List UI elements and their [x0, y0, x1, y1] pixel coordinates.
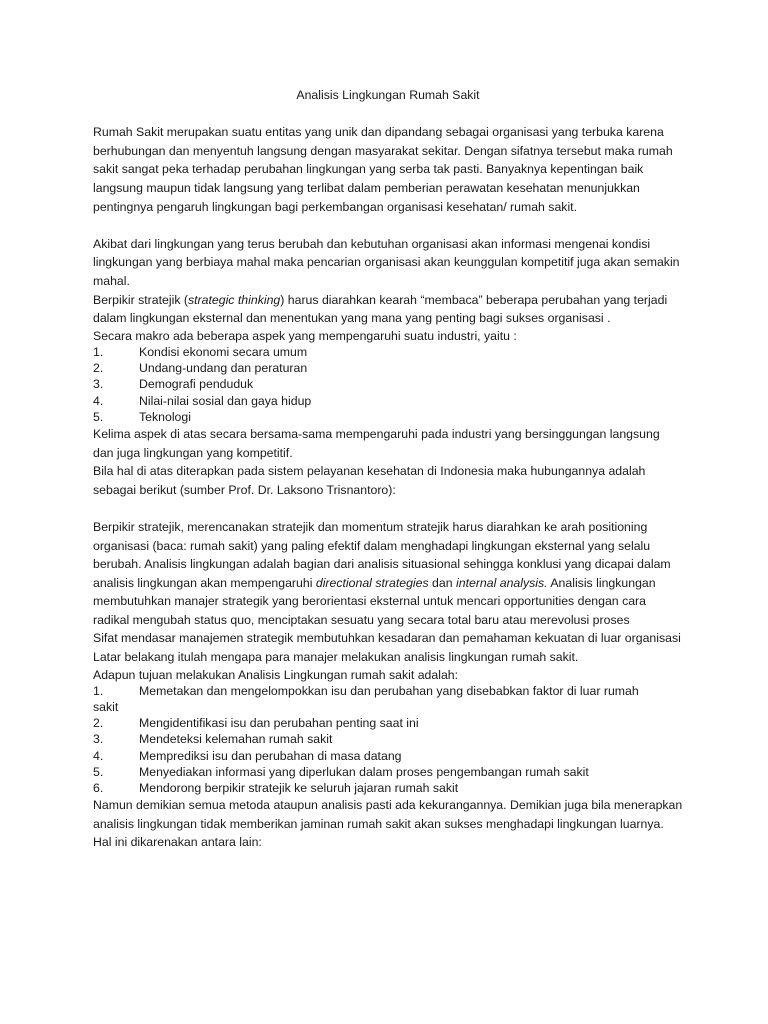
paragraph-5: Kelima aspek di atas secara bersama-sama mempengaruhi pada industri yang bersinggungan langsung dan juga lingkungan yang kompetitif. [93, 426, 660, 460]
list-item: 5. Teknologi [93, 409, 191, 424]
macro-aspects-list [93, 344, 683, 425]
paragraph-6: Bila hal di atas diterapkan pada sistem pelayanan kesehatan di Indonesia maka hubungannya adalah sebagai berikut (sumber Prof. Dr. Laksono Trisnantoro): [93, 464, 646, 497]
paragraph-2: Akibat dari lingkungan yang terus berubah dan kebutuhan organisasi akan informasi mengenai kondisi lingkungan yang berbiaya mahal maka pencarian organisasi akan keunggulan kompetitif juga akan semakin mahal. [93, 236, 680, 288]
paragraph-3 [93, 291, 683, 328]
paragraph-1: Rumah Sakit merupakan suatu entitas yang unik dan dipandang sebagai organisasi yang terbuka karena berhubungan dan menyentuh langsung dengan masyarakat sekitar. Dengan sifatnya tersebut maka rumah sakit sangat peka terhadap perubahan lingkungan yang serba tak pasti. Banyaknya kepentingan baik langsung maupun tidak langsung yang terlibat dalam pemberian perawatan kesehatan menunjukkan pentingnya pengaruh lingkungan bagi perkembangan organisasi kesehatan/ rumah sakit. [93, 125, 673, 214]
list-item: 2. Undang-undang dan peraturan [93, 361, 308, 376]
paragraph-9: Latar belakang itulah mengapa para manajer melakukan analisis lingkungan rumah sakit. [93, 650, 579, 665]
paragraph-3-start: Berpikir stratejik ( [93, 292, 188, 307]
list-item: 6. Mendorong berpikir stratejik ke seluruh jajaran rumah sakit [93, 781, 459, 796]
document-body [93, 86, 683, 852]
analysis-goals-list [93, 683, 683, 796]
list-item-wrap: sakit [93, 700, 119, 715]
blank-line [93, 499, 683, 518]
list-item: 1. Kondisi ekonomi secara umum [93, 344, 308, 359]
list-item: 2. Mengidentifikasi isu dan perubahan penting saat ini [93, 716, 419, 731]
paragraph-10: Adapun tujuan melakukan Analisis Lingkungan rumah sakit adalah: [93, 667, 459, 682]
list-item: 4. Memprediksi isu dan perubahan di masa datang [93, 748, 402, 763]
blank-line [93, 216, 683, 235]
paragraph-4: Secara makro ada beberapa aspek yang mempengaruhi suatu industri, yaitu : [93, 328, 517, 343]
list-item: 4. Nilai-nilai sosial dan gaya hidup [93, 393, 312, 408]
document-title: Analisis Lingkungan Rumah Sakit [296, 88, 480, 102]
paragraph-3-italic: strategic thinking [187, 292, 281, 307]
list-item: 1. Memetakan dan mengelompokkan isu dan perubahan yang disebabkan faktor di luar rumah [93, 683, 639, 698]
paragraph-7: Berpikir stratejik, merencanakan stratejik dan momentum stratejik harus diarahkan ke arah positioning organisasi (baca: rumah sakit) yang paling efektif dalam menghadapi lingkungan eksternal yang selalu berubah. Analisis lingkungan adalah bagian dari analisis situasional sehingga konklusi yang dicapai dalam analisis lingkungan akan mempengaruhi directional strategies dan internal analysis. Analisis lingkungan membutuhkan manajer strategik yang berorientasi eksternal untuk mencari opportunities dengan cara radikal mengubah status quo, menciptakan sesuatu yang secara total baru atau merevolusi proses [93, 519, 671, 627]
paragraph-3-end: ) harus diarahkan kearah “membaca” beberapa perubahan yang terjadi dalam lingkungan eksternal dan menentukan yang mana yang penting bagi sukses organisasi . [93, 292, 668, 326]
list-item: 5. Menyediakan informasi yang diperlukan dalam proses pengembangan rumah sakit [93, 764, 589, 779]
italic-directional-strategies: directional strategies [315, 575, 429, 590]
paragraph-8: Sifat mendasar manajemen strategik membutuhkan kesadaran dan pemahaman kekuatan di luar organisasi [93, 631, 681, 646]
list-item: 3. Demografi penduduk [93, 377, 254, 392]
paragraph-11: Namun demikian semua metoda ataupun analisis pasti ada kekurangannya. Demikian juga bila menerapkan analisis lingkungan tidak memberikan jaminan rumah sakit akan sukses menghadapi lingkungan luarnya. Hal ini dikarenakan antara lain: [93, 798, 683, 850]
list-item: 3. Mendeteksi kelemahan rumah sakit [93, 732, 333, 747]
italic-internal-analysis: internal analysis. [456, 575, 548, 590]
